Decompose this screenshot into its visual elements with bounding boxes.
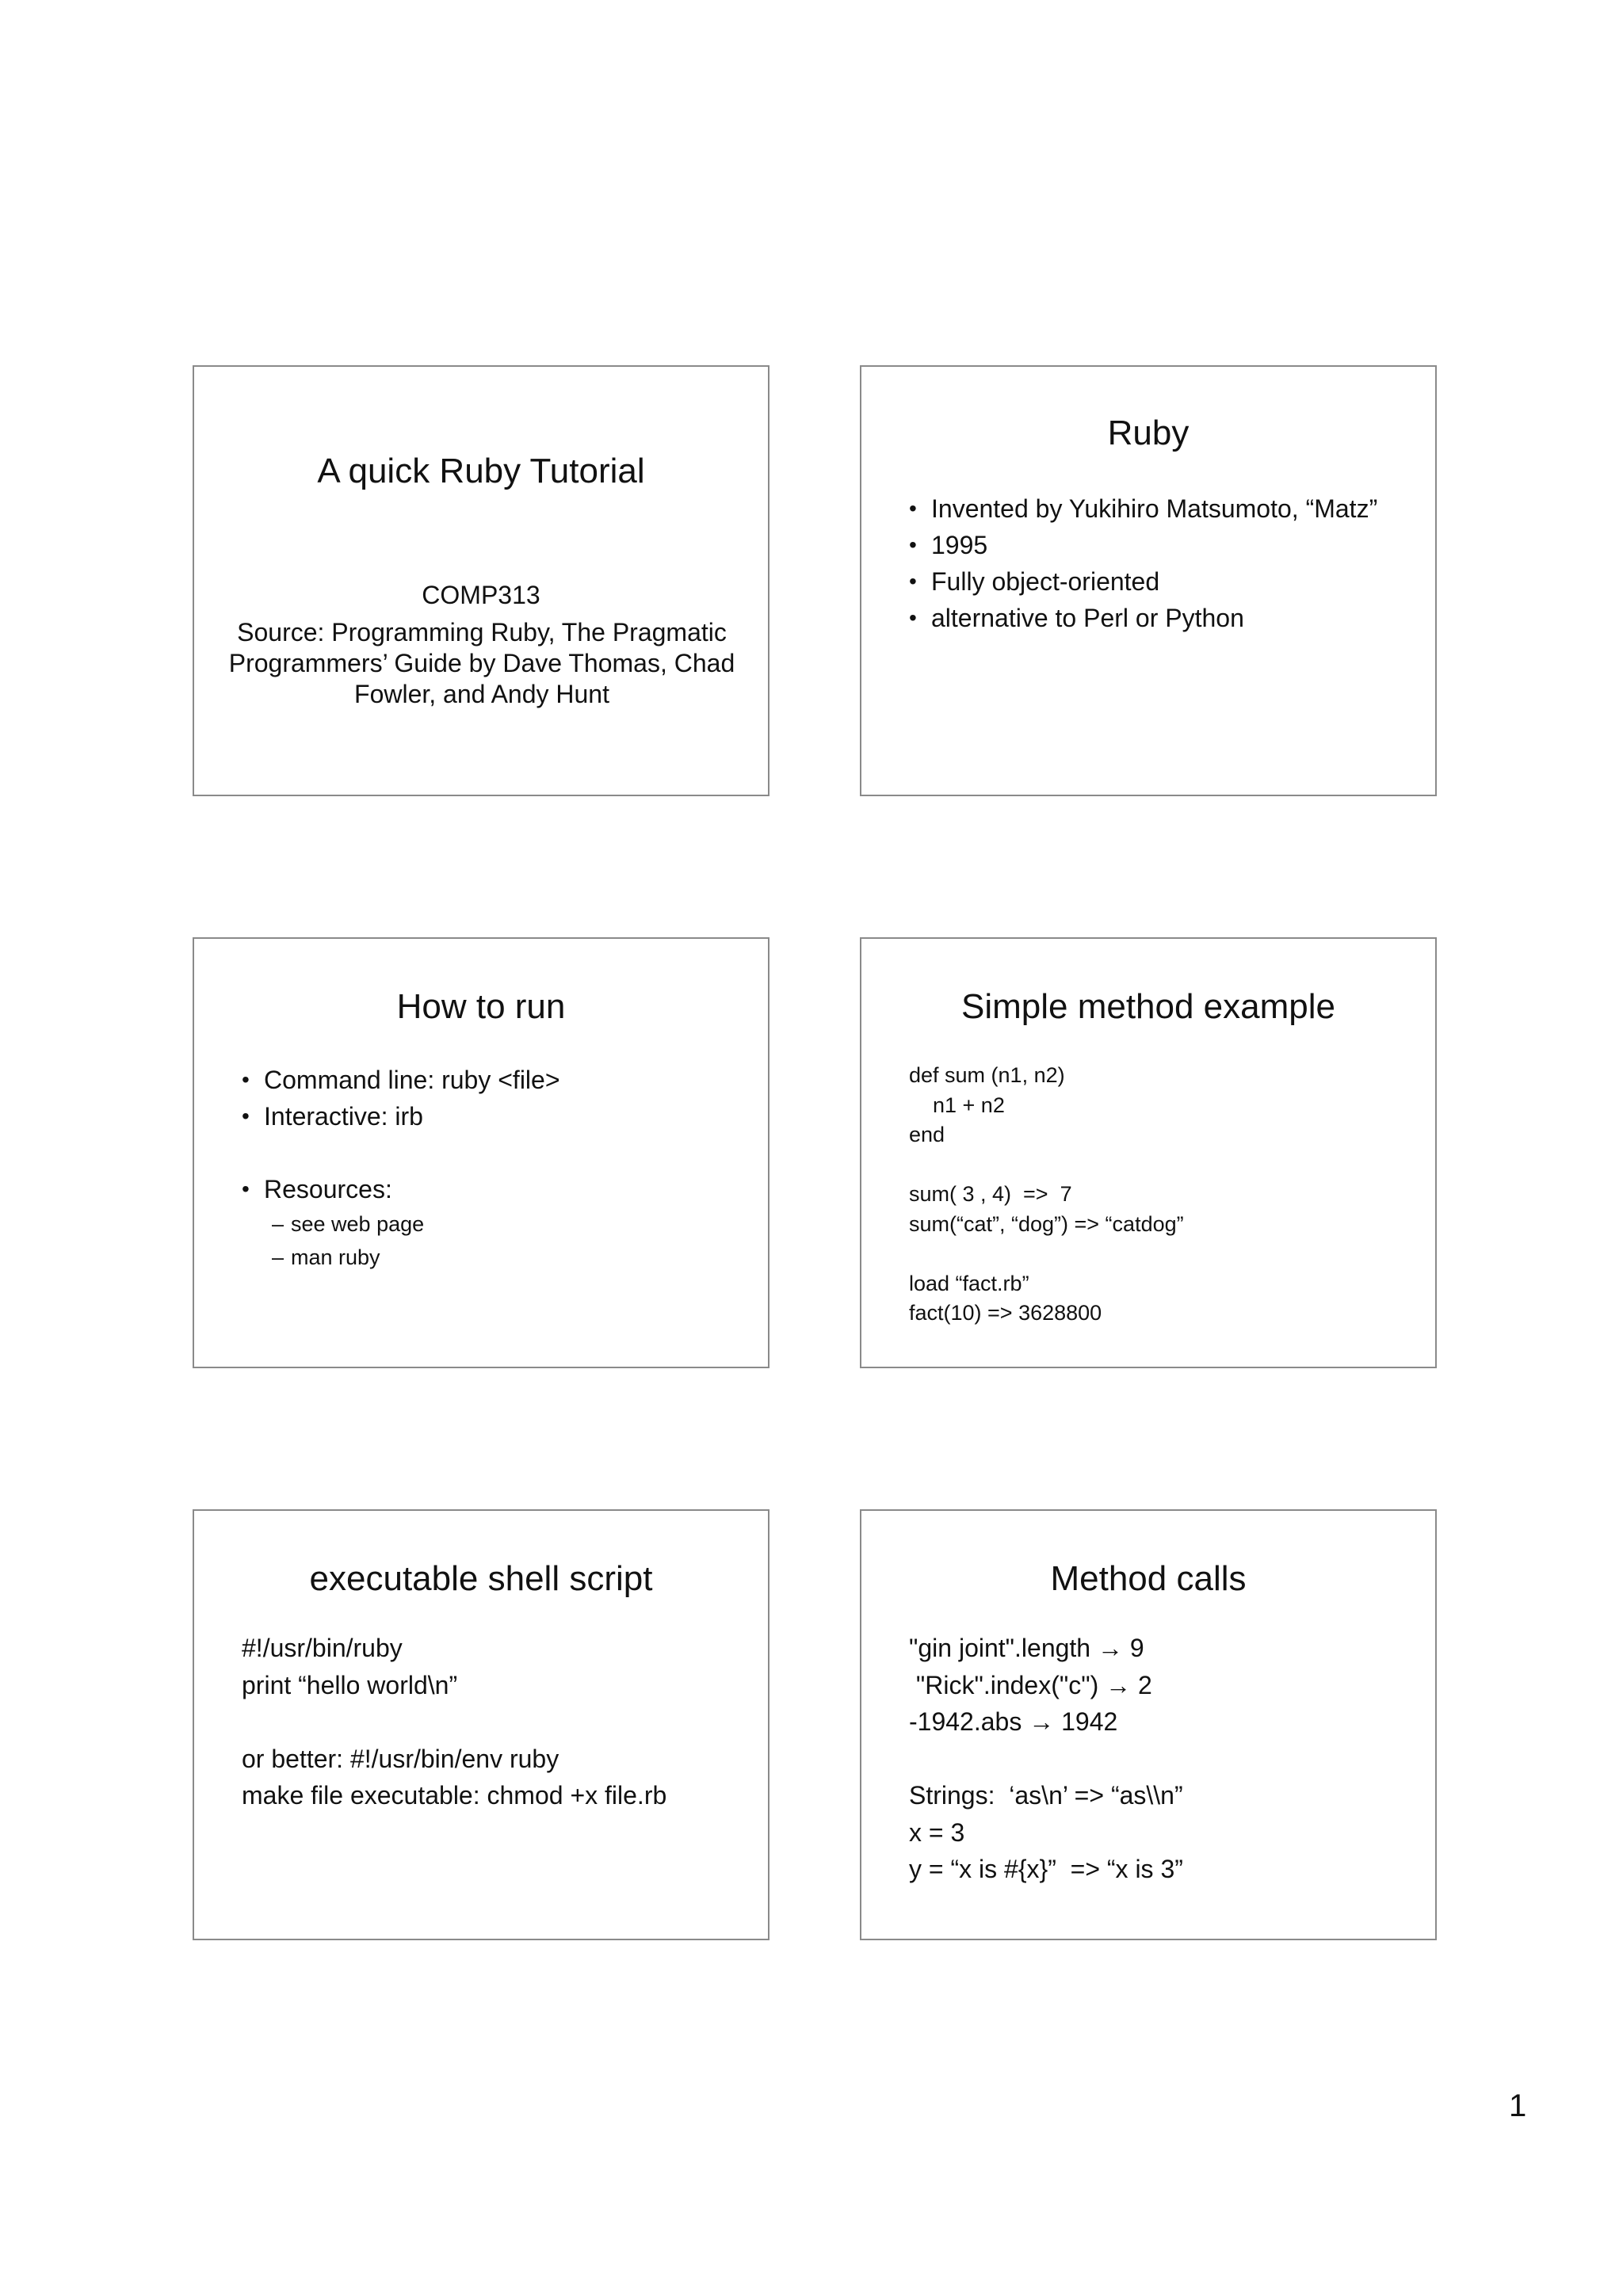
code-line: fact(10) => 3628800 [909, 1301, 1102, 1325]
slide-heading: Method calls [1050, 1559, 1247, 1598]
slide-heading: executable shell script [309, 1559, 653, 1598]
bullet-list [242, 1062, 749, 1274]
bullet-text: Resources: [264, 1175, 392, 1203]
code-line: #!/usr/bin/ruby [242, 1634, 403, 1662]
code-block [909, 1061, 1416, 1329]
slide-heading: Ruby [1107, 414, 1190, 452]
code-line [909, 1741, 1416, 1778]
sub-bullet-item: – see web page [272, 1207, 749, 1241]
bullet-item: • Invented by Yukihiro Matsumoto, “Matz” [909, 490, 1416, 527]
slide-how-to-run [193, 937, 769, 1368]
bullet-item: • Interactive: irb [242, 1098, 749, 1135]
bullet-list [909, 490, 1416, 636]
slide-title [193, 365, 769, 796]
code-line [909, 1150, 1416, 1180]
sub-bullet-item: – man ruby [272, 1241, 749, 1274]
code-line: y = “x is #{x}” => “x is 3” [909, 1855, 1183, 1883]
code-line [909, 1239, 1416, 1269]
slide-ruby [860, 365, 1437, 796]
bullet-item: • alternative to Perl or Python [909, 600, 1416, 636]
code-line: print “hello world\n” [242, 1670, 458, 1699]
code-line: or better: #!/usr/bin/env ruby [242, 1744, 559, 1773]
code-line: def sum (n1, n2) [909, 1063, 1065, 1087]
code-line: Strings: ‘as\n’ => “as\\n” [909, 1781, 1183, 1810]
slide-heading: A quick Ruby Tutorial [317, 452, 645, 490]
page-number: 1 [1509, 2088, 1527, 2123]
code-line: load “fact.rb” [909, 1271, 1029, 1295]
bullet-item: • 1995 [909, 527, 1416, 563]
code-line: end [909, 1123, 945, 1146]
sub-bullet-list [264, 1207, 749, 1274]
slide-heading: How to run [396, 987, 566, 1026]
code-block [242, 1630, 749, 1814]
code-line: n1 + n2 [909, 1093, 1005, 1117]
code-line: sum(“cat”, “dog”) => “catdog” [909, 1211, 1184, 1236]
source-citation: Source: Programming Ruby, The Pragmatic Programmers’ Guide by Dave Thomas, Chad Fowler, and Andy Hunt [228, 618, 735, 708]
slide-shell-script [193, 1509, 769, 1940]
code-line [242, 1703, 749, 1741]
slide-heading: Simple method example [960, 987, 1335, 1026]
code-line: sum( 3 , 4) => 7 [909, 1182, 1072, 1206]
code-block [909, 1630, 1416, 1888]
code-line: -1942.abs → 1942 [909, 1707, 1118, 1736]
bullet-item: • Fully object-oriented [909, 563, 1416, 600]
bullet-item: • Command line: ruby <file> [242, 1062, 749, 1098]
code-line: "Rick".index("c") → 2 [909, 1670, 1152, 1699]
code-line: x = 3 [909, 1817, 965, 1847]
bullet-item [242, 1171, 749, 1274]
slide-simple-method [860, 937, 1437, 1368]
code-line: make file executable: chmod +x file.rb [242, 1781, 667, 1810]
course-code: COMP313 [422, 581, 540, 609]
slide-method-calls [860, 1509, 1437, 1940]
code-line: "gin joint".length → 9 [909, 1634, 1144, 1662]
